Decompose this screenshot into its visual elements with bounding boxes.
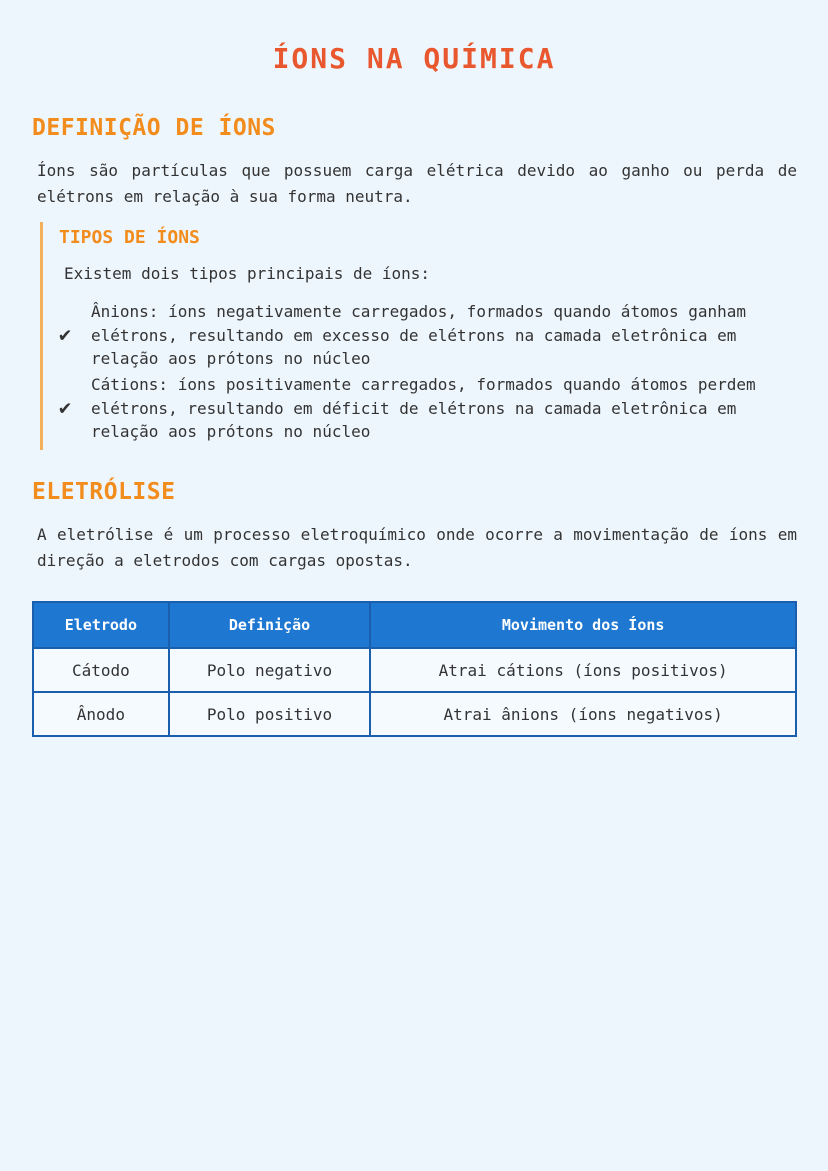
table-cell: Ânodo xyxy=(33,692,169,736)
section-heading-definicao: DEFINIÇÃO DE ÍONS xyxy=(32,115,276,141)
electrode-table xyxy=(32,601,797,737)
table-row xyxy=(33,692,796,736)
check-icon: ✔ xyxy=(59,395,72,419)
list-item xyxy=(59,373,779,445)
table-cell: Polo negativo xyxy=(169,648,371,692)
table-cell: Cátodo xyxy=(33,648,169,692)
list-item-text: Ânions: íons negativamente carregados, formados quando átomos ganham elétrons, resultando em excesso de elétrons na camada eletrônica em relação aos prótons no núcleo xyxy=(91,302,747,368)
check-icon: ✔ xyxy=(59,322,72,346)
table-cell: Atrai ânions (íons negativos) xyxy=(370,692,796,736)
page-title: ÍONS NA QUÍMICA xyxy=(272,42,556,75)
subsection-tipos-de-ions xyxy=(40,222,793,450)
table-cell: Polo positivo xyxy=(169,692,371,736)
table-cell: Atrai cátions (íons positivos) xyxy=(370,648,796,692)
list-item-text: Cátions: íons positivamente carregados, formados quando átomos perdem elétrons, resultando em déficit de elétrons na camada eletrônica em relação aos prótons no núcleo xyxy=(91,375,756,441)
section-paragraph-definicao: Íons são partículas que possuem carga elétrica devido ao ganho ou perda de elétrons em relação à sua forma neutra. xyxy=(37,161,797,206)
table-header-cell: Definição xyxy=(169,602,371,648)
section-paragraph-eletrolise: A eletrólise é um processo eletroquímico onde ocorre a movimentação de íons em direção a eletrodos com cargas opostas. xyxy=(37,525,797,570)
list-item xyxy=(59,300,779,372)
subsection-heading: TIPOS DE ÍONS xyxy=(59,227,200,248)
section-heading-eletrolise: ELETRÓLISE xyxy=(32,479,176,505)
subsection-intro: Existem dois tipos principais de íons: xyxy=(64,264,431,283)
table-header-cell: Movimento dos Íons xyxy=(370,602,796,648)
table-header-cell: Eletrodo xyxy=(33,602,169,648)
table-header-row xyxy=(33,602,796,648)
table-row xyxy=(33,648,796,692)
